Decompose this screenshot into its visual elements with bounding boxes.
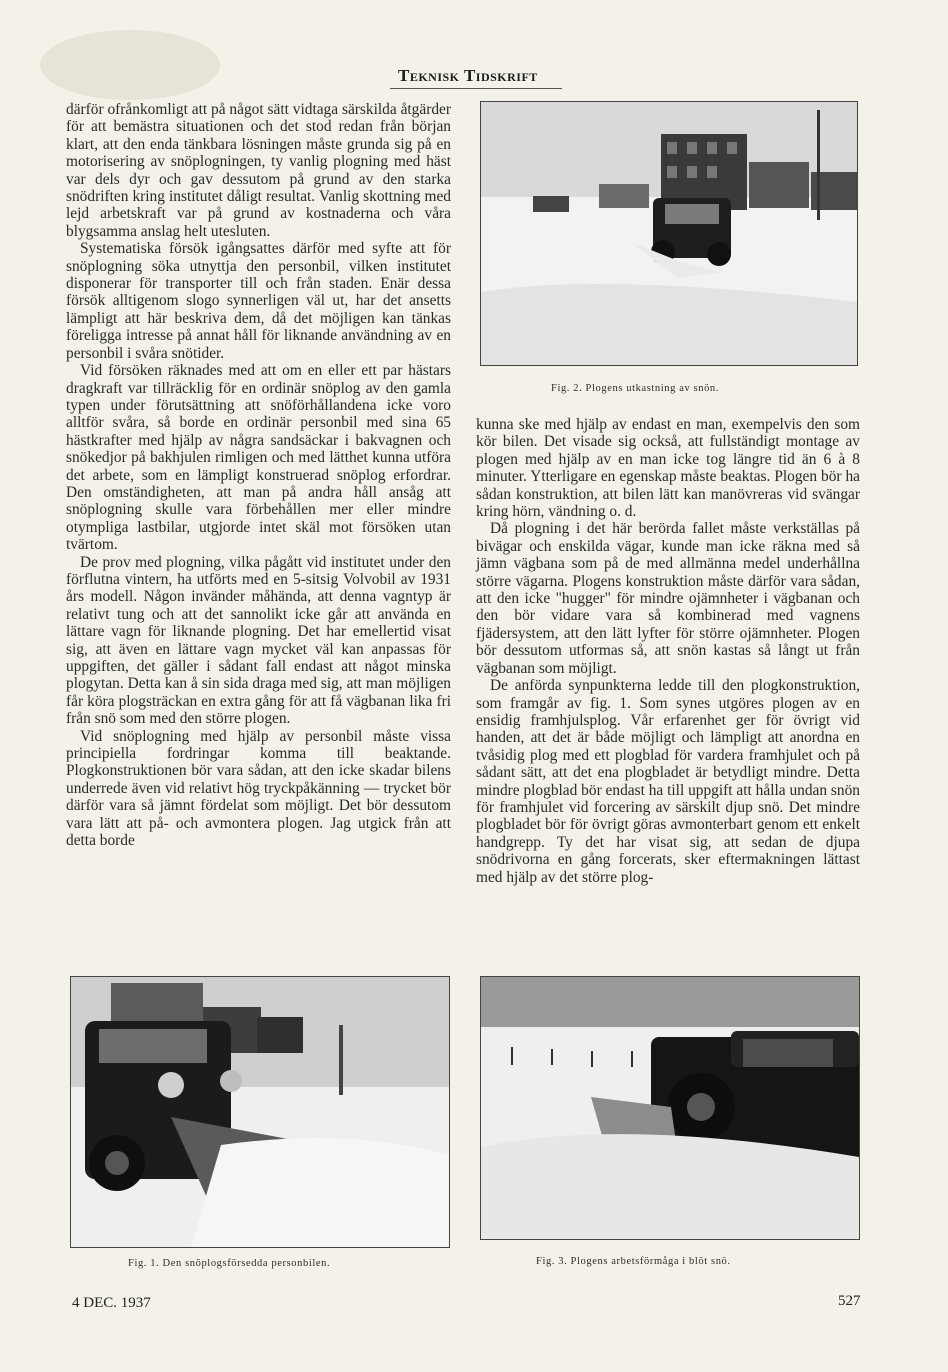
paragraph: Vid snöplogning med hjälp av personbil måste vissa principiella fordringar komma till beaktande. Plogkonstruktionen bör vara sådan, att den icke skadar bilens underrede även vid relativt hög tryckpåkänning — trycket bör därför vara så jämnt fördelat som möjligt. Det bör dessutom vara lätt att på- och avmontera plogen. Jag utgick från att detta borde	[66, 727, 451, 850]
paragraph: därför ofrånkomligt att på något sätt vidtaga särskilda åtgärder för att bemästra situationen och det stod redan från början klart, att den enda tänkbara lösningen måste grunda sig på en motorisering av snöplogningen, ty vanlig plogning med häst var dels dyr och gav dessutom på grund av den starka snödriften kring institutet dåligt resultat. Vanlig skottning med lejd arbetskraft var på grund av kostnaderna och våra blygsamma anslag helt utesluten.	[66, 101, 451, 240]
issue-date: 4 DEC. 1937	[72, 1295, 151, 1311]
paragraph: De anförda synpunkterna ledde till den plogkonstruktion, som framgår av fig. 1. Som synes utgöres plogen av en ensidig framhjulsplog. Vår erfarenhet ger för övrigt vid handen, att det är både möjligt och lämpligt att anordna en tvåsidig plog med ett plogblad för vardera framhjulet och på sådant sätt, att det ena plogbladet är betydligt mindre. Detta mindre plogblad bör endast ha till uppgift att hålla undan snön för framhjulet vid forcering av särskilt djup snö. Det mindre plogbladet bör för övrigt göras avmonterbart genom ett enkelt handgrepp. Ty det har visat sig, att sedan de djupa snödrivorna en gång forcerats, sker eftermakningen lättast med hjälp av det större plog-	[476, 677, 860, 886]
page-number: 527	[838, 1293, 861, 1309]
right-text-column	[476, 416, 860, 886]
journal-title: Teknisk Tidskrift	[398, 66, 538, 85]
paragraph: Då plogning i det här berörda fallet måste verkställas på bivägar och enskilda vägar, kunde man icke räkna med så jämn vägbana som på de med allmänna medel underhållna större vägarna. Plogens konstruktion måste därför vara sådan, att den icke "hugger" för mindre ojämnheter i vägbanan och den bör vidare vara så kombinerad med vagnens fjädersystem, att den lätt lyfter för större ojämnheter. Plogen bör dessutom utformas så, att snön kastas så långt ut från vägbanan som möjligt.	[476, 520, 860, 677]
figure-1-caption: Fig. 1. Den snöplogsförsedda personbilen.	[128, 1258, 331, 1269]
figure-1-photo	[70, 976, 450, 1248]
left-text-column	[66, 101, 451, 849]
figure-2-photo	[480, 101, 858, 366]
figure-3-caption: Fig. 3. Plogens arbetsförmåga i blöt snö.	[536, 1256, 731, 1267]
figure-2-caption: Fig. 2. Plogens utkastning av snön.	[551, 383, 720, 394]
paragraph: De prov med plogning, vilka pågått vid institutet under den förflutna vintern, ha utförts med en 5-sitsig Volvobil av 1931 års modell. Någon invänder måhända, att denna vagntyp är relativt tung och att det sannolikt icke går att använda en lättare vagn för liknande plogning. Det har emellertid visat sig, att även en lättare vagn mycket väl kan anpassas för uppgiften, det gäller i sådant fall endast att något minska plogytan. Detta kan å sin sida draga med sig, att man möjligen får köra plogsträckan en extra gång för att få vägbanan lika fri från snö som med den större plogen.	[66, 553, 451, 728]
paragraph: Systematiska försök igångsattes därför med syfte att för snöplogning söka utnyttja den personbil, vilken institutet disponerar för transporter till och från staden. Enär dessa försök alltigenom slogo synnerligen väl ut, har det ansetts lämpligt att här beskriva dem, då det möjligen kan tänkas föreligga intresse på annat håll för liknande användning av en personbil i svåra snötider.	[66, 240, 451, 362]
paragraph: Vid försöken räknades med att om en eller ett par hästars dragkraft var tillräcklig för en ordinär snöplog av den gamla typen under förutsättning att snöförhållandena icke voro alltför svåra, så borde en ordinär personbil med sina 65 hästkrafter med hjälp av några sandsäckar i bakvagnen och snökedjor på bakhjulen rimligen och med lätthet kunna utföra det arbete, som en lämpligt konstruerad snöplog erfordrar. Den omständigheten, att man på andra håll ansåg att snöplogning skulle vara förbehållen mer eller mindre otympliga lastbilar, utgjorde intet skäl mot försöken utan tvärtom.	[66, 362, 451, 554]
paragraph: kunna ske med hjälp av endast en man, exempelvis den som kör bilen. Det visade sig också, att fullständigt montage av plogen med hjälp av en man icke tog längre tid än 6 à 8 minuter. Ytterligare en egenskap måste beaktas. Plogen bör ha sådan konstruktion, att bilen lätt kan manövreras vid svängar kring hörn, vändning o. d.	[476, 416, 860, 521]
header-rule	[390, 88, 562, 89]
figure-3-photo	[480, 976, 860, 1240]
paper-stain	[40, 30, 220, 100]
